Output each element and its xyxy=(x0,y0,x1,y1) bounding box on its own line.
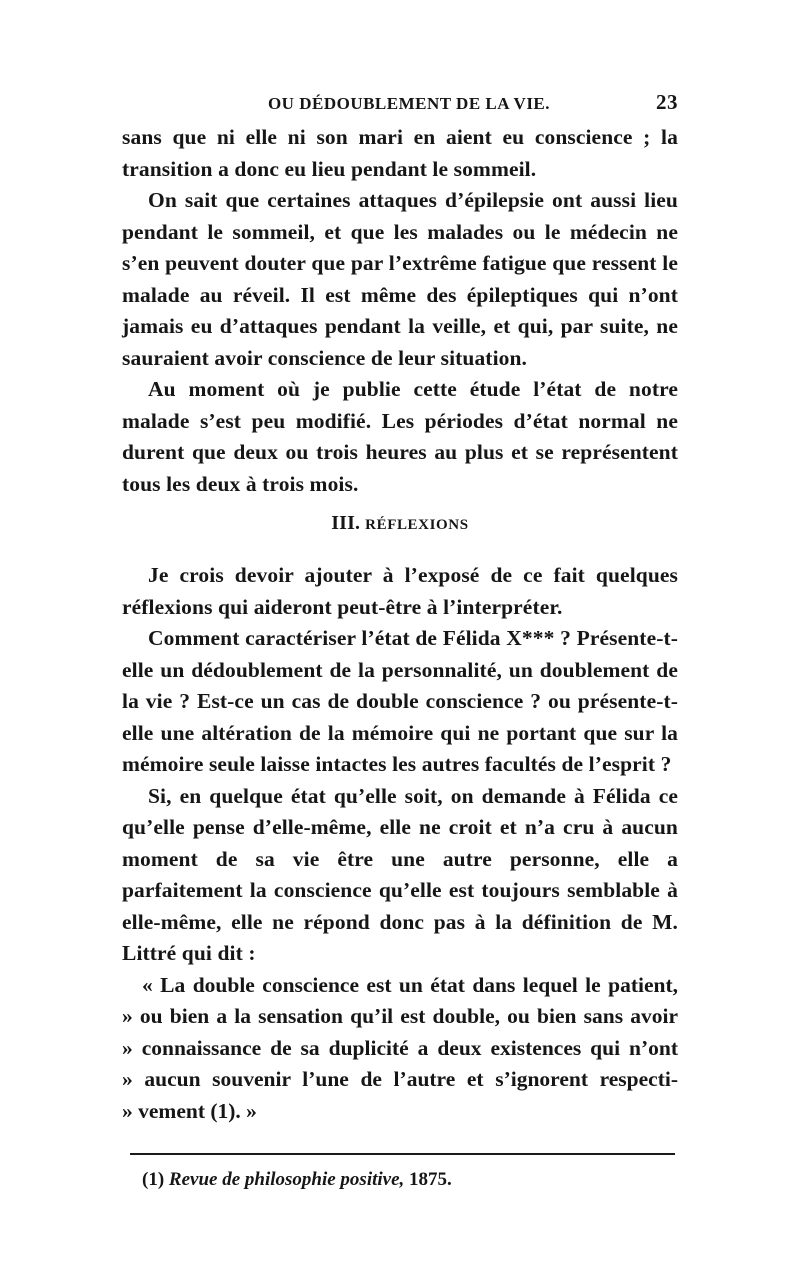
paragraph-epilepsy: On sait que certaines attaques d’épilepsie ont aussi lieu pendant le sommeil, et que les malades ou le médecin ne s’en peuvent douter que par l’extrême fatigue que ressent le malade au réveil. Il est même des épileptiques qui n’ont jamais eu d’attaques pendant la veille, et qui, par suite, ne sauraient avoir conscience de leur situation. xyxy=(122,188,678,370)
paragraph-current-state: Au moment où je publie cette étude l’état de notre malade s’est peu modifié. Les périodes d’état normal ne durent que deux ou trois heures au plus et se représentent tous les deux à trois mois. xyxy=(122,377,678,496)
section-heading xyxy=(122,506,678,542)
book-page xyxy=(122,90,678,1193)
footnote-marker: (1) xyxy=(142,1169,165,1190)
littre-quotation xyxy=(122,970,678,1128)
footnote xyxy=(122,1167,678,1193)
quote-line: » vement (1). » xyxy=(122,1098,257,1123)
quote-line: « La double conscience est un état dans lequel le patient, xyxy=(142,972,678,997)
quote-line: » connaissance de sa duplicité a deux existences qui n’ont xyxy=(122,1035,678,1060)
running-title: OU DÉDOUBLEMENT DE LA VIE. xyxy=(267,94,551,113)
quote-line: » ou bien a la sensation qu’il est double, ou bien sans avoir xyxy=(122,1004,678,1028)
body-text xyxy=(122,122,678,970)
page-number: 23 xyxy=(656,90,678,114)
section-title: RÉFLEXIONS xyxy=(365,517,469,533)
paragraph-self-perception: Si, en quelque état qu’elle soit, on demande à Félida ce qu’elle pense d’elle-même, elle ne croit et n’a cru à aucun moment de sa vie être une autre personne, elle a parfaitement la conscience qu’elle est toujours semblable à elle-même, elle ne répond donc pas à la définition de M. Littré qui dit : xyxy=(122,783,678,965)
paragraph-continued: sans que ni elle ni son mari en aient eu conscience ; la transition a donc eu lieu pendant le sommeil. xyxy=(122,125,678,181)
footnote-journal: Revue de philosophie positive, xyxy=(168,1169,405,1190)
section-number: III. xyxy=(331,512,361,534)
paragraph-characterize: Comment caractériser l’état de Félida X*** ? Présente-t-elle un dédoublement de la personnalité, un doublement de la vie ? Est-ce un cas de double conscience ? ou présente-t-elle une altération de la mémoire qui ne portant que sur la mémoire seule laisse intactes les autres facultés de l’esprit ? xyxy=(122,626,678,776)
quote-line: » aucun souvenir l’une de l’autre et s’ignorent respecti- xyxy=(122,1067,678,1091)
paragraph-reflexions-intro: Je crois devoir ajouter à l’exposé de ce fait quelques réflexions qui aideront peut-être à l’interpréter. xyxy=(122,563,678,619)
running-header xyxy=(122,90,678,122)
footnote-year: 1875. xyxy=(409,1169,452,1190)
footnote-divider xyxy=(130,1153,675,1155)
